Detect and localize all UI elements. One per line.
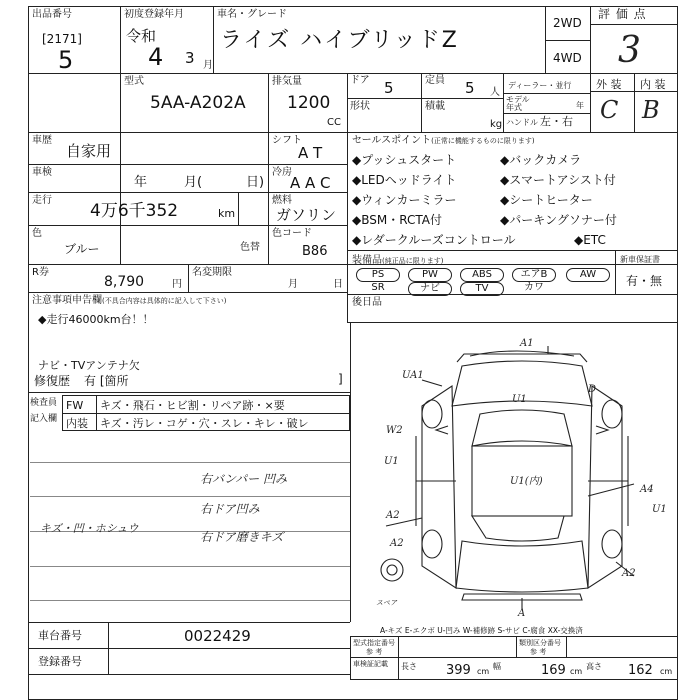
divider [28, 132, 678, 133]
interior-row-label: 内装 [66, 417, 88, 430]
inspection-month: 月( [184, 175, 203, 190]
selling-point-item: ◆バックカメラ [500, 153, 582, 167]
color-label: 色 [32, 228, 42, 239]
handle-value: 左・右 [540, 115, 573, 128]
registration-number-label: 登録番号 [38, 655, 82, 668]
rule-line [30, 566, 350, 567]
ac-value: A A C [290, 174, 331, 192]
inspection-year: 年 [134, 175, 148, 190]
divider [268, 132, 269, 264]
damage-mark: W2 [386, 425, 403, 436]
divider [347, 294, 678, 295]
reference-1: 参 考 [366, 648, 383, 656]
divider [503, 73, 504, 132]
divider [188, 264, 189, 292]
equipment-item: PW [408, 268, 452, 282]
exterior-grade: C [600, 96, 619, 124]
height-unit: cm [660, 667, 673, 676]
divider [503, 113, 590, 114]
capacity-value: 5 [465, 79, 475, 97]
drive-2wd: 2WD [553, 16, 582, 30]
exterior-label: 外 装 [596, 78, 622, 91]
divider [347, 250, 678, 251]
damage-legend: A-キズ E-エクボ U-凹み W-補修跡 S-サビ C-腐食 XX-交換済 [380, 626, 583, 635]
selling-points-title: セールスポイント(正常に機能するものに限ります) [352, 135, 535, 146]
divider [28, 164, 347, 165]
notes-line-1: ◆走行46000km台！！ [38, 313, 154, 326]
handwritten-note-2: 右ドア凹み [200, 502, 260, 516]
name-change-day: 日 [333, 279, 343, 290]
model-name: ライズ ハイブリッドZ [220, 28, 459, 53]
door-label: ドア [350, 75, 370, 86]
divider [28, 674, 350, 675]
equipment-item: SR [371, 282, 385, 293]
divider [28, 225, 347, 226]
later-docs-label: 後日品 [352, 297, 382, 308]
notes-title: 注意事項申告欄(不具合内容は具体的に記入して下さい) [32, 295, 227, 306]
damage-mark: A2 [390, 538, 404, 549]
equipment-item: ナビ [408, 282, 452, 296]
shift-value: A T [298, 144, 323, 162]
chassis-label: 車台番号 [38, 629, 82, 642]
divider [590, 24, 678, 25]
mileage-label: 走行 [32, 195, 52, 206]
divider [350, 322, 351, 622]
selling-point-item: ◆ウィンカーミラー [352, 193, 457, 207]
divider [503, 93, 590, 94]
selling-point-item: ◆シートヒーター [500, 193, 593, 207]
model-year-label: モデル年式 [506, 95, 530, 112]
displacement-unit: CC [327, 117, 341, 128]
divider [96, 395, 97, 431]
shift-label: シフト [272, 135, 302, 146]
handwritten-note-4: キズ・凹・ホシュウ [40, 522, 139, 535]
width-label: 幅 [493, 662, 501, 671]
fw-label: FW [66, 399, 84, 412]
dealer-label: ディーラー・並行 [508, 81, 572, 90]
repair-history-label: 修復歴 [34, 374, 71, 388]
selling-point-item: ◆LEDヘッドライト [352, 173, 457, 187]
repair-history-value: 有 [箇所 [84, 374, 129, 388]
load-unit: kg [490, 119, 503, 130]
inspection-label: 車検 [32, 167, 52, 178]
rule-line [30, 496, 350, 497]
warranty-value: 有・無 [626, 274, 663, 288]
color-value: ブルー [64, 242, 100, 256]
interior-items: キズ・汚レ・コゲ・穴・スレ・キレ・破レ [100, 417, 309, 430]
equipment-item: TV [460, 282, 504, 296]
divider [28, 622, 350, 623]
length-unit: cm [477, 667, 490, 676]
selling-point-item: ◆ETC [574, 233, 606, 247]
damage-mark: A [518, 608, 526, 619]
divider [545, 40, 590, 41]
name-change-month: 月 [288, 279, 298, 290]
model-label: 車名・グレード [217, 9, 287, 20]
divider [398, 636, 399, 680]
damage-mark: UA1 [402, 370, 424, 381]
inspection-day: 日) [246, 175, 265, 190]
fuel-label: 燃料 [272, 195, 292, 206]
recycle-label: R券 [32, 267, 49, 278]
score-value: 3 [618, 30, 641, 71]
damage-mark: スペア [376, 599, 397, 607]
selling-point-item: ◆パーキングソナー付 [500, 213, 617, 227]
chassis-value: 0022429 [184, 627, 251, 645]
type-designation-label: 型式指定番号 [353, 639, 395, 647]
divider [28, 392, 350, 393]
dims-label: 車検証記載 [353, 660, 388, 668]
width-unit: cm [570, 667, 583, 676]
divider [268, 73, 269, 132]
interior-grade: B [642, 96, 660, 124]
type-label: 型式 [124, 76, 144, 87]
equipment-item: ABS [460, 268, 504, 282]
width-value: 169 [541, 663, 566, 678]
divider [108, 622, 109, 674]
recycle-unit: 円 [172, 279, 182, 290]
notes-line-2: ナビ・TVアンテナ欠 [38, 359, 140, 372]
damage-mark: U1 [384, 456, 399, 467]
color-code-label: 色コード [272, 228, 312, 239]
damage-mark: A4 [640, 484, 654, 495]
drive-4wd: 4WD [553, 51, 582, 65]
mileage-unit: km [218, 207, 236, 220]
selling-point-item: ◆レダークルーズコントロール [352, 233, 516, 247]
inspector-label: 検査員 [30, 398, 58, 408]
inspector-entry-label: 記入欄 [30, 414, 58, 424]
divider [566, 636, 567, 657]
registration-year: 4 [148, 43, 164, 71]
rule-line [30, 462, 350, 463]
height-label: 高さ [586, 662, 602, 671]
divider [347, 98, 503, 99]
history-value: 自家用 [66, 142, 112, 160]
damage-mark: U1 [652, 504, 667, 515]
capacity-label: 定員 [425, 75, 445, 86]
damage-mark: U1(内) [510, 476, 543, 487]
shape-label: 形状 [350, 101, 370, 112]
handle-label: ハンドル [506, 118, 538, 127]
class-label: 類別区分番号 [519, 639, 561, 647]
divider [28, 648, 350, 649]
fw-items: キズ・飛石・ヒビ割・リペア跡・×要 [100, 399, 285, 412]
damage-mark: D [588, 384, 597, 395]
divider [28, 292, 347, 293]
divider [350, 657, 678, 658]
selling-point-item: ◆BSM・RCTA付 [352, 213, 442, 227]
divider [615, 250, 616, 294]
divider [28, 73, 678, 74]
divider [347, 322, 678, 323]
load-label: 積載 [425, 101, 445, 112]
handwritten-note-1: 右バンパー 凹み [200, 472, 287, 486]
displacement-value: 1200 [287, 93, 331, 113]
divider [28, 192, 347, 193]
equipment-item: AW [566, 268, 610, 282]
interior-label: 内 装 [640, 78, 666, 91]
length-label: 長さ [401, 662, 417, 671]
score-label: 評 価 点 [598, 7, 647, 21]
rule-line [30, 600, 350, 601]
capacity-unit: 人 [490, 87, 500, 98]
ac-label: 冷房 [272, 167, 292, 178]
lot-code: [2171] [42, 32, 82, 46]
year-unit: 年 [576, 101, 584, 110]
lot-label: 出品番号 [32, 9, 72, 20]
color-code-value: B86 [302, 244, 328, 259]
warranty-label: 新車保証書 [620, 255, 660, 264]
history-label: 車歴 [32, 135, 52, 146]
equipment-item: PS [356, 268, 400, 282]
door-value: 5 [384, 79, 394, 97]
divider [634, 73, 635, 132]
height-value: 162 [628, 663, 653, 678]
divider [213, 6, 214, 73]
selling-point-item: ◆スマートアシスト付 [500, 173, 616, 187]
divider [516, 636, 517, 657]
registration-month: 3 [185, 49, 195, 67]
era: 令和 [126, 27, 157, 45]
recycle-value: 8,790 [104, 274, 145, 290]
damage-mark: U1 [512, 394, 527, 405]
reference-2: 参 考 [530, 648, 547, 656]
selling-point-item: ◆プッシュスタート [352, 153, 457, 167]
month-unit: 月 [203, 60, 213, 71]
divider [347, 73, 348, 132]
fuel-value: ガソリン [276, 206, 337, 224]
handwritten-note-3: 右ドア磨きキズ [200, 530, 284, 544]
equipment-item: カワ [524, 282, 544, 293]
repair-close-bracket: ] [338, 372, 343, 386]
type-value: 5AA-A202A [150, 93, 246, 113]
divider [421, 73, 422, 132]
length-value: 399 [446, 663, 471, 678]
color-change-label: 色替 [240, 242, 260, 253]
damage-mark: A2 [386, 510, 400, 521]
displacement-label: 排気量 [272, 76, 302, 87]
mileage-value: 4万6千352 [90, 201, 179, 221]
damage-mark: A2 [622, 568, 636, 579]
name-change-label: 名変期限 [192, 267, 232, 278]
lot-number: 5 [58, 46, 74, 74]
equipment-title: 装備品(純正品に限ります) [352, 255, 444, 266]
equipment-item: エアB [512, 268, 556, 282]
divider [238, 192, 239, 225]
registration-label: 初度登録年月 [124, 9, 184, 20]
damage-mark: A1 [520, 338, 534, 349]
